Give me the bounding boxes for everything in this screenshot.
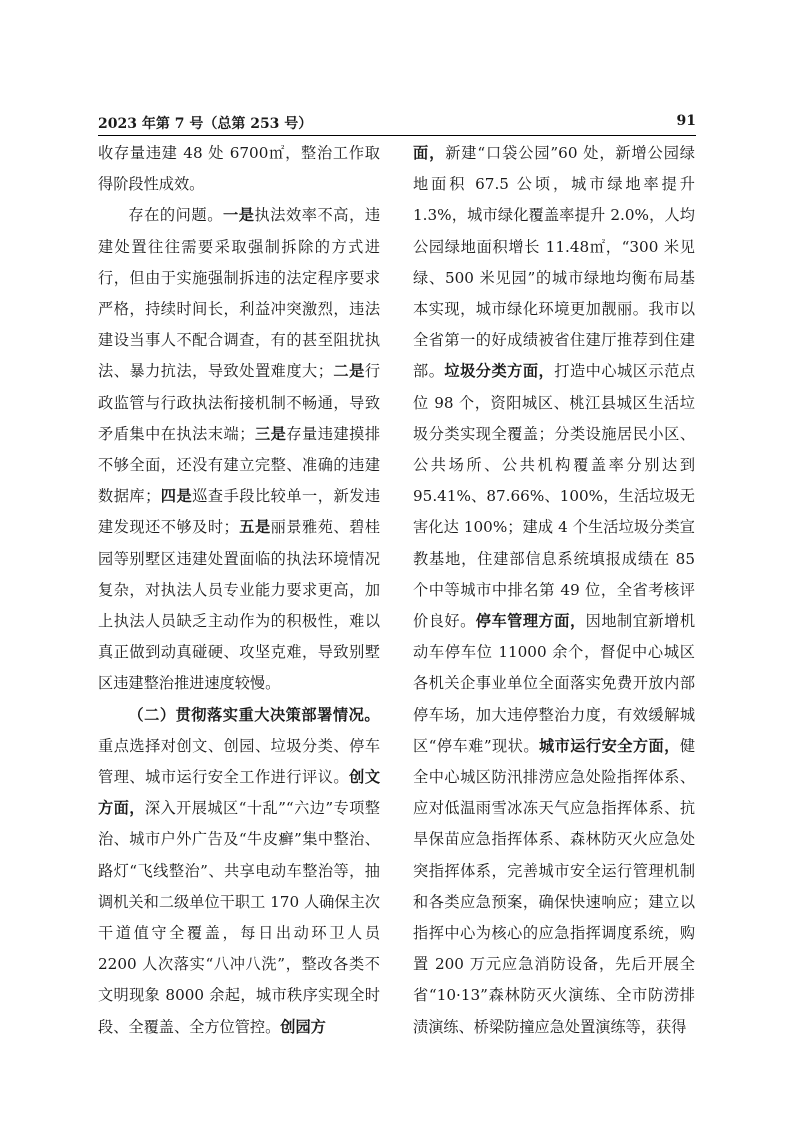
paragraph-text: 收存量违建 48 处 6700㎡，整治工作取得阶段性成效。 — [98, 144, 380, 194]
keyword: 创园方 — [280, 1017, 326, 1036]
keyword: 停车管理方面， — [475, 612, 586, 631]
paragraph-text: 行政监管与行政执法衔接机制不畅通，导致矛盾集中在执法末端； — [98, 362, 381, 443]
paragraph-continuation — [413, 138, 695, 1043]
paragraph-problems — [98, 200, 380, 699]
header-divider — [98, 135, 696, 136]
page-header — [98, 113, 696, 137]
paragraph-text: 新建“口袋公园”60 处，新增公园绿地面积 67.5 公顷，城市绿地率提升 1.3%，城市绿化覆盖率提升 2.0%，人均公园绿地面积增长 11.48㎡，“300 米见绿、500 米见园”的城市绿地均衡布局基本实现，城市绿化环境更加靓丽。我市以全省第一的好成绩被省住建厅推荐到住建部。 — [413, 144, 695, 381]
keyword: 二是 — [332, 362, 365, 381]
paragraph-text: 因地制宜新增机动车停车位 11000 余个，督促中心城区各机关企事业单位全面落实免费开放内部停车场，加大违停整治力度，有效缓解城区“停车难”现状。 — [413, 612, 696, 755]
issue-info: 2023 年第 7 号（总第 253 号） — [98, 116, 313, 132]
keyword: 四是 — [160, 487, 193, 506]
paragraph-text: 打造中心城区示范点位 98 个，资阳城区、桃江县城区生活垃圾分类实现全覆盖；分类设施居民小区、公共场所、公共机构覆盖率分别达到 95.41%、87.66%、100%，生活垃圾无害化达 100%；建成 4 个生活垃圾分类宣教基地，住建部信息系统填报成绩在 85 个中等城市中排名第 49 位，全省考核评价良好。 — [413, 362, 696, 631]
right-column — [413, 138, 695, 1043]
keyword: 面， — [413, 144, 446, 162]
keyword: 城市运行安全方面， — [538, 736, 680, 755]
keyword: 三是 — [254, 424, 287, 443]
paragraph-decisions — [98, 700, 380, 1043]
keyword: 垃圾分类方面， — [444, 362, 555, 381]
paragraph-text: 巡查手段比较单一，新发违建发现还不够及时； — [98, 487, 381, 537]
keyword: 五是 — [238, 518, 271, 537]
keyword: 创文方面， — [98, 768, 381, 818]
page-number: 91 — [676, 113, 696, 129]
left-column — [98, 138, 380, 1043]
keyword: 一是 — [222, 206, 255, 225]
paragraph-text: 健全中心城区防汛排涝应急处险指挥体系、应对低温雨雪冰冻天气应急指挥体系、抗旱保苗应急指挥体系、森林防灭火应急处突指挥体系，完善城市安全运行管理机制和各类应急预案，确保快速响应；建立以指挥中心为核心的应急指挥调度系统，购置 200 万元应急消防设备，先后开展全省“10·13”森林防灭火演练、全市防涝排渍演练、桥梁防撞应急处置演练等，获得 — [413, 736, 696, 1036]
paragraph-text: 执法效率不高，违建处置往往需要采取强制拆除的方式进行，但由于实施强制拆违的法定程序要求严格，持续时间长，利益冲突激烈，违法建设当事人不配合调查，有的甚至阻扰执法、暴力抗法，导致处置难度大； — [98, 206, 381, 381]
paragraph-text: 存量违建摸排不够全面，还没有建立完整、准确的违建数据库； — [98, 424, 381, 506]
paragraph-text: 丽景雅苑、碧桂园等别墅区违建处置面临的执法环境情况复杂，对执法人员专业能力要求更高，加上执法人员缺乏主动作为的积极性，难以真正做到动真碰硬、攻坚克难，导致别墅区违建整治推进速度较慢。 — [98, 518, 381, 693]
paragraph-lead: 存在的问题。 — [128, 206, 223, 225]
paragraph-text: 重点选择对创文、创园、垃圾分类、停车管理、城市运行安全工作进行评议。 — [98, 736, 380, 787]
paragraph-continuation — [98, 138, 380, 200]
section-heading: （二）贯彻落实重大决策部署情况。 — [128, 705, 380, 724]
paragraph-text: 深入开展城区“十乱”“六边”专项整治、城市户外广告及“牛皮癣”集中整治、路灯“飞线整治”、共享电动车整治等，抽调机关和二级单位干职工 170 人确保主次干道值守全覆盖，每日出动环卫人员 2200 人次落实“八冲八洗”，整改各类不文明现象 8000 余起，城市秩序实现全时段、全覆盖、全方位管控。 — [98, 799, 380, 1036]
